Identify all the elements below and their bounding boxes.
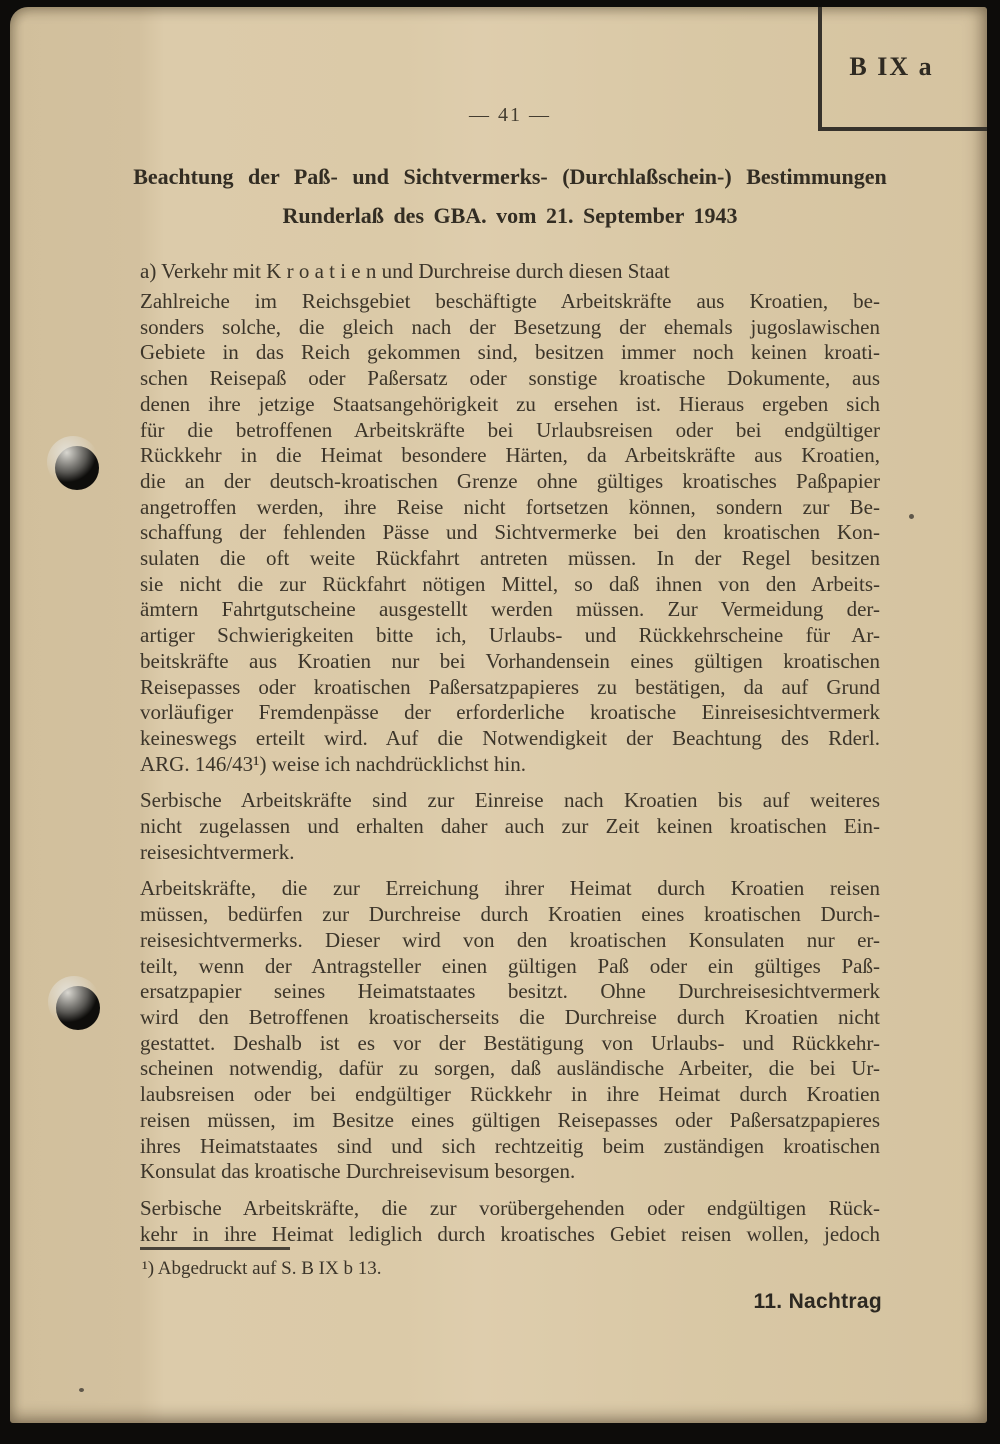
paper-speck (79, 1388, 84, 1392)
document-subtitle: Runderlaß des GBA. vom 21. September 1943 (282, 203, 738, 228)
text-line: angetroffen werden, ihre Reise nicht fortsetzen können, sondern zur Be- (140, 494, 880, 519)
footnote: ¹) Abgedruckt auf S. B IX b 13. (142, 1258, 382, 1279)
page-number: — 41 — (469, 104, 551, 126)
text-line: wird den Betroffenen kroatischerseits die Durchreise durch Kroatien nicht (140, 1004, 880, 1029)
supplement-label: 11. Nachtrag (753, 1290, 882, 1313)
text-line: gestattet. Deshalb ist es vor der Bestätigung von Urlaubs- und Rückkehr- (140, 1030, 880, 1055)
paper-sheet (10, 7, 987, 1423)
text-line: Gebiete in das Reich gekommen sind, besitzen immer noch keinen kroati- (140, 340, 880, 365)
text-line: sonders solche, die gleich nach der Besetzung der ehemals jugoslawischen (140, 314, 880, 339)
punch-hole-bottom (56, 986, 100, 1030)
text-line: ihres Heimatstaates sind und sich rechtzeitig beim zuständigen kroatischen (140, 1133, 880, 1158)
text-line: reisesichtvermerks. Dieser wird von den kroatischen Konsulaten nur er- (140, 927, 880, 952)
text-line: müssen, bedürfen zur Durchreise durch Kroatien eines kroatischen Durch- (140, 902, 880, 927)
body-paragraph (140, 1196, 880, 1247)
document-title: Beachtung der Paß- und Sichtvermerks- (Durchlaßschein-) Bestimmungen (133, 164, 887, 189)
text-line: Zahlreiche im Reichsgebiet beschäftigte Arbeitskräfte aus Kroatien, be- (140, 289, 880, 313)
text-line: reisen müssen, im Besitze eines gültigen Reisepasses oder Paßersatzpapieres (140, 1107, 880, 1132)
text-line: nicht zugelassen und erhalten daher auch zur Zeit keinen kroatischen Ein- (140, 814, 880, 839)
text-line: schen Reisepaß oder Paßersatz oder sonstige kroatische Dokumente, aus (140, 366, 880, 391)
text-line: teilt, wenn der Antragsteller einen gültigen Paß oder ein gültiges Paß- (140, 953, 880, 978)
text-line: sie nicht die zur Rückfahrt nötigen Mittel, so daß ihnen von den Arbeits- (140, 571, 880, 596)
paper-speck (909, 514, 914, 519)
footnote-rule (140, 1247, 290, 1250)
text-line: Arbeitskräfte, die zur Erreichung ihrer Heimat durch Kroatien reisen (140, 876, 880, 901)
text-line: artiger Schwierigkeiten bitte ich, Urlaubs- und Rückkehrscheine für Ar- (140, 623, 880, 648)
text-line: laubsreisen oder bei endgültiger Rückkehr in ihre Heimat durch Kroatien (140, 1082, 880, 1107)
body-paragraph (140, 289, 880, 777)
text-line: ämtern Fahrtgutscheine ausgestellt werden müssen. Zur Vermeidung der- (140, 597, 880, 622)
text-line: Reisepasses oder kroatischen Paßersatzpapieres zu bestätigen, da auf Grund (140, 674, 880, 699)
text-line: die an der deutsch-kroatischen Grenze ohne gültiges kroatisches Paßpapier (140, 468, 880, 493)
text-line: beitskräfte aus Kroatien nur bei Vorhandensein eines gültigen kroatischen (140, 648, 880, 673)
text-line: für die betroffenen Arbeitskräfte bei Urlaubsreisen oder bei endgültiger (140, 417, 880, 442)
text-line: sulaten die oft weite Rückfahrt antreten müssen. In der Regel besitzen (140, 546, 880, 571)
punch-hole-top (55, 446, 99, 490)
text-line: denen ihre jetzige Staatsangehörigkeit zu ersehen ist. Hieraus ergeben sich (140, 391, 880, 416)
text-line: Rückkehr in die Heimat besondere Härten, da Arbeitskräfte aus Kroatien, (140, 443, 880, 468)
text-line: schaffung der fehlenden Pässe und Sichtvermerke bei den kroatischen Kon- (140, 520, 880, 545)
text-line: kehr in ihre Heimat lediglich durch kroatisches Gebiet reisen wollen, jedoch (140, 1221, 880, 1246)
text-line: Konsulat das kroatische Durchreisevisum besorgen. (140, 1159, 576, 1184)
text-line: keineswegs erteilt wird. Auf die Notwendigkeit der Beachtung des Rderl. (140, 725, 880, 750)
text-line: ersatzpapier seines Heimatstaates besitzt. Ohne Durchreisesichtvermerk (140, 979, 880, 1004)
text-line: Serbische Arbeitskräfte, die zur vorübergehenden oder endgültigen Rück- (140, 1195, 880, 1220)
body-text (140, 289, 880, 1247)
text-line: ARG. 146/43¹) weise ich nachdrücklichst hin. (140, 751, 526, 776)
text-line: Serbische Arbeitskräfte sind zur Einreise nach Kroatien bis auf weiteres (140, 788, 880, 813)
text-line: vorläufiger Fremdenpässe der erforderliche kroatische Einreisesichtvermerk (140, 700, 880, 725)
text-line: scheinen notwendig, dafür zu sorgen, daß ausländische Arbeiter, die bei Ur- (140, 1056, 880, 1081)
body-paragraph (140, 788, 880, 865)
classification-label: B IX a (849, 52, 934, 81)
text-line: reisesichtvermerk. (140, 839, 295, 864)
section-heading: a) Verkehr mit K r o a t i e n und Durchreise durch diesen Staat (140, 259, 670, 283)
body-paragraph (140, 876, 880, 1184)
